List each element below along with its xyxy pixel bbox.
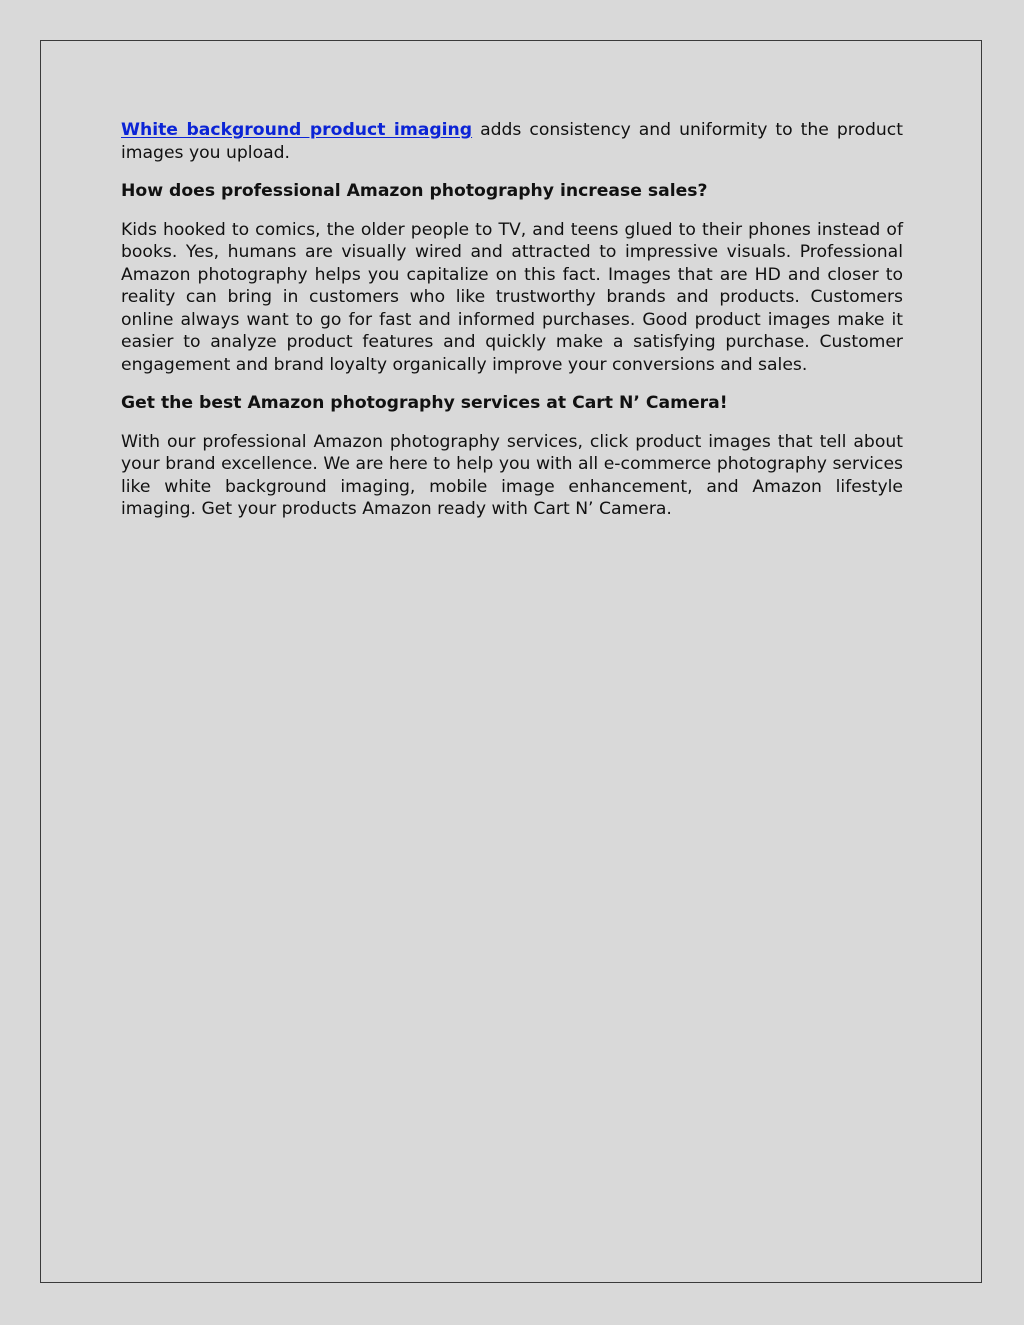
intro-paragraph <box>121 119 903 164</box>
section-paragraph-services: With our professional Amazon photography services, click product images that tell about your brand excellence. We are here to help you with all e-commerce photography services like white background imaging, mobile image enhancement, and Amazon lifestyle imaging. Get your products Amazon ready with Cart N’ Camera. <box>121 431 903 519</box>
section-heading-sales: How does professional Amazon photography increase sales? <box>121 181 708 201</box>
white-background-imaging-link[interactable]: White background product imaging <box>121 120 473 140</box>
intro-text: adds consistency and uniformity to the product images you upload. <box>121 120 903 163</box>
document-content <box>121 119 903 537</box>
section-paragraph-sales: Kids hooked to comics, the older people to TV, and teens glued to their phones instead of books. Yes, humans are visually wired and attracted to impressive visuals. Professional Amazon photography helps you capitalize on this fact. Images that are HD and closer to reality can bring in customers who like trustworthy brands and products. Customers online always want to go for fast and informed purchases. Good product images make it easier to analyze product features and quickly make a satisfying purchase. Customer engagement and brand loyalty organically improve your conversions and sales. <box>121 219 903 375</box>
section-heading-services: Get the best Amazon photography services at Cart N’ Camera! <box>121 393 728 413</box>
